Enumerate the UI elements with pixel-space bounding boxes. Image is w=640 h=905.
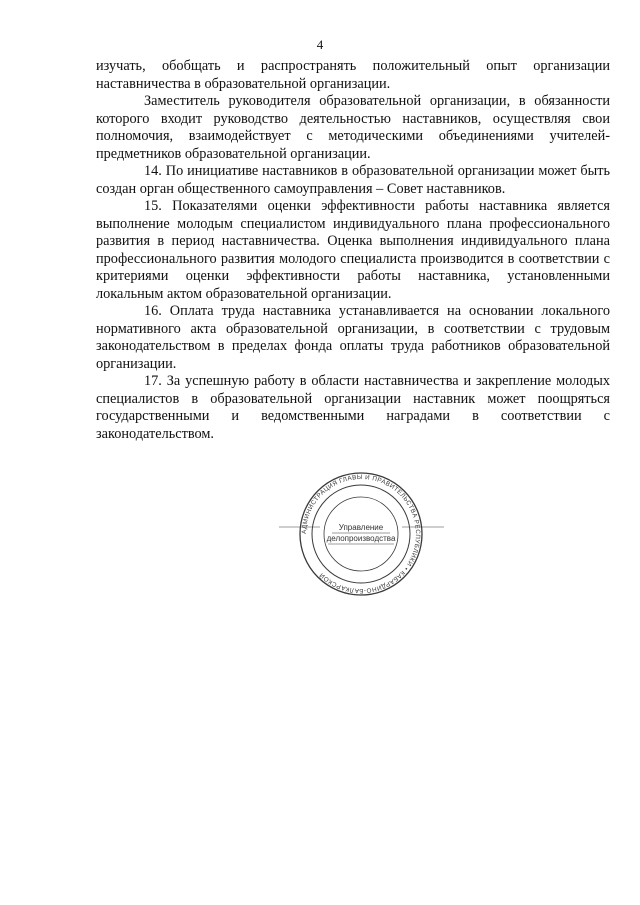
paragraph-16: 16. Оплата труда наставника устанавливается на основании локального нормативного акта образовательной организации, в соответствии с трудовым законодательством в пределах фонда оплаты труда работников образовательной организации.: [96, 303, 610, 372]
paragraph-deputy-head: Заместитель руководителя образовательной организации, в обязанности которого входит руководство деятельностью наставников, осуществляя свои полномочия, взаимодействует с методическими объединениями учителей-предметников образовательной организации.: [96, 93, 610, 162]
paragraph-15: 15. Показателями оценки эффективности работы наставника является выполнение молодым специалистом индивидуального плана профессионального развития в период наставничества. Оценка выполнения индивидуального плана профессионального развития молодого специалиста производится в соответствии с критериями оценки эффективности работы наставника, установленными локальным актом образовательной организации.: [96, 198, 610, 302]
paragraph-17: 17. За успешную работу в области наставничества и закрепление молодых специалистов в образовательной организации наставник может поощряться государственными и ведомственными наградами в соответствии с законодательством.: [96, 373, 610, 442]
page-number: 4: [316, 37, 324, 52]
paragraph-continuation: изучать, обобщать и распространять положительный опыт организации наставничества в образовательной организации.: [96, 58, 610, 92]
seal-label-line1: Управление: [338, 523, 384, 532]
seal-label-line2: делопроизводства: [326, 534, 396, 543]
official-seal: [276, 472, 446, 596]
paragraph-14: 14. По инициативе наставников в образовательной организации может быть создан орган общественного самоуправления – Совет наставников.: [96, 163, 610, 197]
seal-ring-textpath: АДМИНИСТРАЦИЯ ГЛАВЫ И ПРАВИТЕЛЬСТВА РЕСПУБЛИКИ • КАБАРДИНО-БАЛКАРСКОЙ: [300, 473, 422, 595]
document-body: [96, 58, 610, 443]
